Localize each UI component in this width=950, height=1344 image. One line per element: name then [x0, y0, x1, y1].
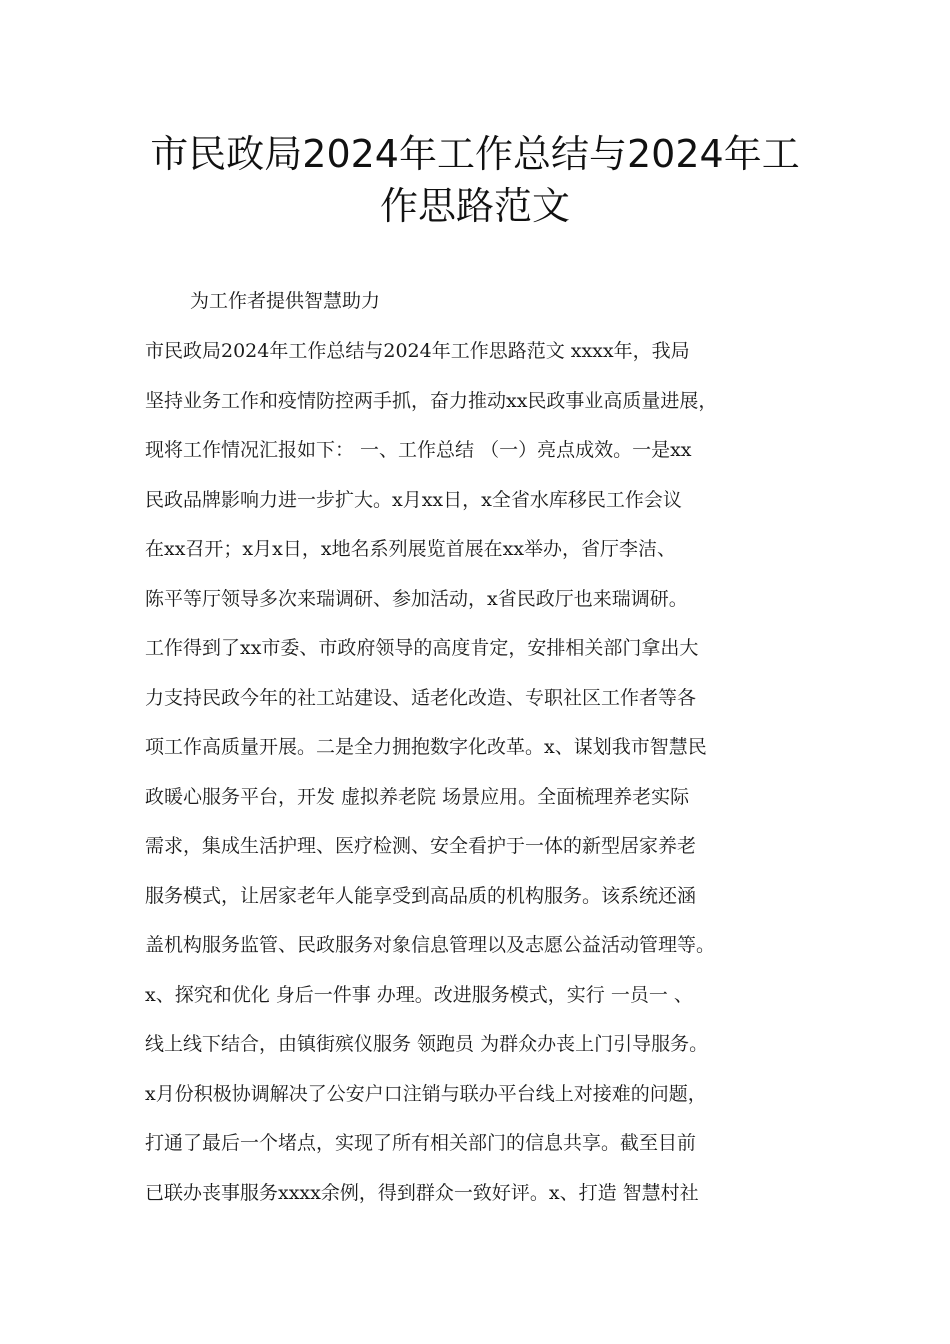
body-line: 坚持业务工作和疫情防控两手抓，奋力推动xx民政事业高质量进展， [145, 390, 718, 412]
body-line: 已联办丧事服务xxxx余例，得到群众一致好评。x、打造 智慧村社 [145, 1182, 699, 1204]
body-line: 政暖心服务平台，开发 虚拟养老院 场景应用。全面梳理养老实际 [145, 786, 690, 808]
body-line: 项工作高质量开展。二是全力拥抱数字化改革。x、谋划我市智慧民 [145, 736, 707, 758]
body-line: 民政品牌影响力进一步扩大。x月xx日，x全省水库移民工作会议 [145, 489, 682, 511]
body-line: 服务模式，让居家老年人能享受到高品质的机构服务。该系统还涵 [145, 885, 697, 907]
body-line: 线上线下结合，由镇街殡仪服务 领跑员 为群众办丧上门引导服务。 [145, 1033, 709, 1055]
body-line: 力支持民政今年的社工站建设、适老化改造、专职社区工作者等各 [145, 687, 697, 709]
body-line: 盖机构服务监管、民政服务对象信息管理以及志愿公益活动管理等。 [145, 934, 716, 956]
document-title-line-1: 市民政局2024年工作总结与2024年工 [150, 132, 800, 176]
document-title-line-2: 作思路范文 [379, 184, 570, 228]
body-line: x月份积极协调解决了公安户口注销与联办平台线上对接难的问题， [145, 1083, 707, 1105]
body-line: 打通了最后一个堵点，实现了所有相关部门的信息共享。截至目前 [145, 1132, 697, 1154]
body-line: 市民政局2024年工作总结与2024年工作思路范文 xxxx年，我局 [145, 340, 690, 362]
document-subtitle: 为工作者提供智慧助力 [190, 290, 381, 312]
body-line: 现将工作情况汇报如下： 一、工作总结 （一）亮点成效。一是xx [145, 439, 692, 461]
body-line: 工作得到了xx市委、市政府领导的高度肯定，安排相关部门拿出大 [145, 637, 699, 659]
body-line: 在xx召开；x月x日，x地名系列展览首展在xx举办，省厅李洁、 [145, 538, 677, 560]
body-line: 陈平等厅领导多次来瑞调研、参加活动，x省民政厅也来瑞调研。 [145, 588, 688, 610]
body-line: x、探究和优化 身后一件事 办理。改进服务模式，实行 一员一 、 [145, 984, 693, 1006]
body-line: 需求，集成生活护理、医疗检测、安全看护于一体的新型居家养老 [145, 835, 697, 857]
